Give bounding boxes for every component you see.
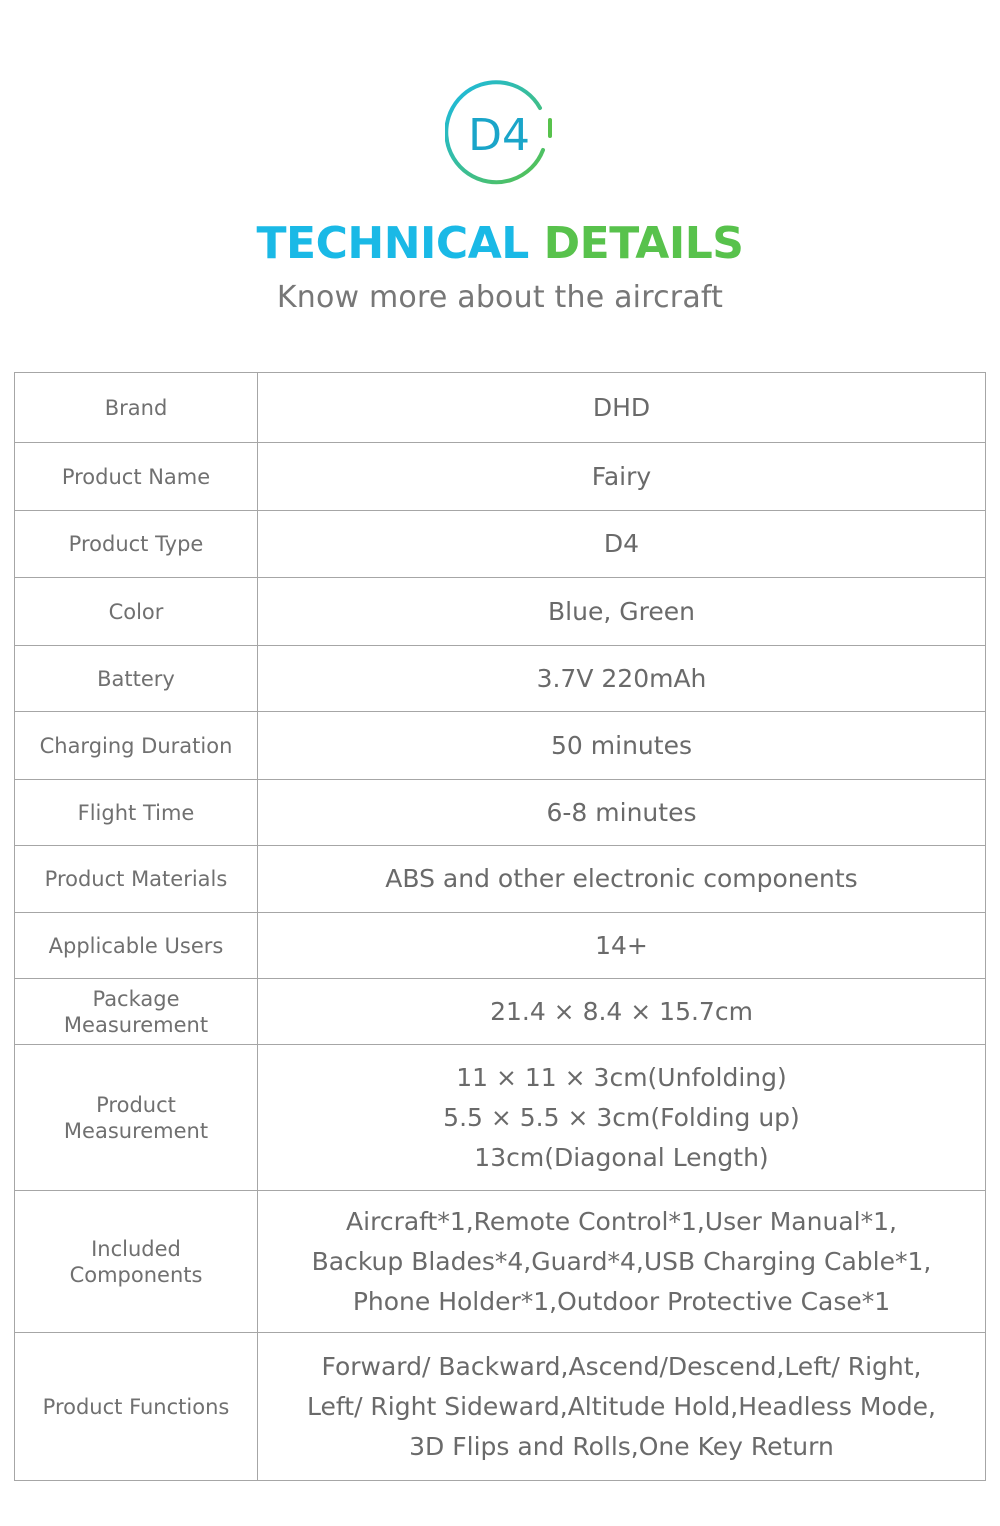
title-part-technical: TECHNICAL [256,218,529,269]
spec-label [15,443,258,511]
spec-value-line: Left/ Right Sideward,Altitude Hold,Headless Mode, [307,1391,936,1421]
spec-value [258,913,986,979]
title-part-details: DETAILS [543,218,744,269]
spec-label-line: Applicable Users [48,933,224,958]
page-title [0,216,1000,272]
spec-row [15,373,986,443]
spec-label-line: Color [108,599,164,624]
spec-label [15,1333,258,1481]
spec-label-line: Measurement [63,1012,209,1037]
spec-row [15,646,986,712]
page-subtitle: Know more about the aircraft [276,280,724,315]
spec-table [14,372,986,1481]
spec-value-line: DHD [592,392,651,422]
spec-label-line: Components [69,1262,203,1287]
spec-label-line: Flight Time [77,800,195,825]
spec-value [258,712,986,780]
spec-row [15,780,986,846]
spec-row [15,712,986,780]
spec-value [258,1045,986,1191]
spec-value-line: 3D Flips and Rolls,One Key Return [409,1431,834,1461]
spec-label [15,979,258,1045]
spec-label-line: Product Name [61,464,211,489]
spec-value-line: Backup Blades*4,Guard*4,USB Charging Cable*1, [311,1246,932,1276]
spec-row [15,979,986,1045]
spec-value-line: 21.4 × 8.4 × 15.7cm [490,996,753,1026]
spec-label [15,511,258,578]
spec-label [15,913,258,979]
spec-label-line: Package [92,986,180,1011]
spec-row [15,443,986,511]
spec-value-line: Forward/ Backward,Ascend/Descend,Left/ Right, [321,1351,922,1381]
spec-row [15,578,986,646]
spec-label [15,780,258,846]
spec-label-line: Product [96,1092,176,1117]
spec-label [15,578,258,646]
spec-label-line: Product Functions [42,1394,230,1419]
logo-text: D4 [468,110,530,161]
spec-value-line: 6-8 minutes [546,797,697,827]
spec-value [258,979,986,1045]
spec-value-line: ABS and other electronic components [385,864,858,893]
spec-label [15,646,258,712]
spec-value [258,511,986,578]
spec-value-line: Aircraft*1,Remote Control*1,User Manual*1, [346,1206,897,1236]
spec-value-line: Phone Holder*1,Outdoor Protective Case*1 [352,1286,891,1316]
spec-value [258,846,986,913]
spec-value-line: Blue, Green [548,596,695,626]
spec-label-line: Brand [104,395,168,420]
spec-value-line: 14+ [595,930,648,960]
spec-value-line: 3.7V 220mAh [536,663,707,693]
spec-label [15,846,258,913]
spec-label-line: Measurement [63,1118,209,1143]
spec-value [258,780,986,846]
spec-label-line: Battery [97,666,175,691]
spec-row [15,913,986,979]
spec-value-line: 5.5 × 5.5 × 3cm(Folding up) [443,1102,800,1132]
spec-label-line: Product Type [68,532,204,556]
d4-logo [445,78,555,188]
spec-label [15,373,258,443]
spec-value [258,443,986,511]
spec-value [258,646,986,712]
spec-label [15,712,258,780]
spec-value-line: D4 [603,529,640,558]
spec-label [15,1191,258,1333]
spec-value [258,1191,986,1333]
spec-value [258,578,986,646]
spec-row [15,511,986,578]
spec-value [258,373,986,443]
spec-label-line: Included [91,1236,181,1261]
spec-row [15,1333,986,1481]
spec-label [15,1045,258,1191]
spec-value-line: Fairy [591,461,652,491]
spec-value-line: 11 × 11 × 3cm(Unfolding) [456,1062,787,1092]
spec-row [15,846,986,913]
spec-label-line: Product Materials [44,867,228,891]
spec-row [15,1191,986,1333]
spec-label-line: Charging Duration [39,733,233,758]
spec-row [15,1045,986,1191]
spec-value-line: 13cm(Diagonal Length) [474,1142,769,1172]
spec-value [258,1333,986,1481]
spec-value-line: 50 minutes [551,730,692,760]
